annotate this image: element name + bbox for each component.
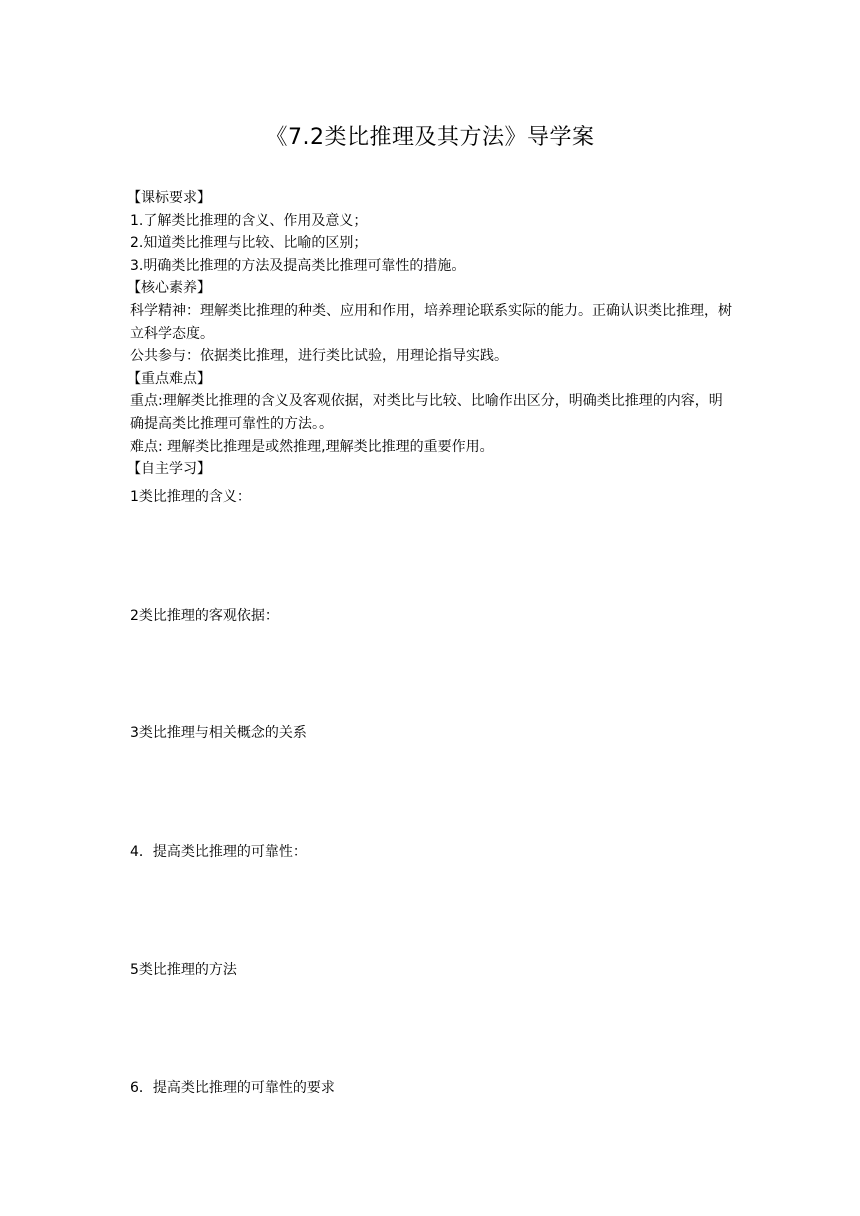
section-heading-curriculum: 【课标要求】 [127,190,211,206]
document-body [127,187,736,481]
core-literacy-participation: 公共参与：依据类比推理，进行类比试验，用理论指导实践。 [130,348,508,365]
question-6: 6．提高类比推理的可靠性的要求 [130,1080,335,1096]
section-heading-key-points: 【重点难点】 [127,370,211,387]
key-point: 重点:理解类比推理的含义及客观依据，对类比与比较、比喻作出区分，明确类比推理的内容，明确提高类比推理可靠性的方法。。 [130,393,723,432]
core-literacy-science: 科学精神：理解类比推理的种类、应用和作用，培养理论联系实际的能力。正确认识类比推理，树立科学态度。 [130,302,732,342]
curriculum-item-3: 3.明确类比推理的方法及提高类比推理可靠性的措施。 [130,257,466,274]
curriculum-item-2: 2.知道类比推理与比较、比喻的区别； [130,235,368,252]
section-heading-core-literacy: 【核心素养】 [127,280,211,297]
question-4: 4．提高类比推理的可靠性： [130,844,307,860]
question-2: 2类比推理的客观依据： [130,608,279,624]
document-title: 《7.2类比推理及其方法》导学案 [265,125,595,150]
question-3: 3类比推理与相关概念的关系 [130,725,307,741]
curriculum-item-1: 1.了解类比推理的含义、作用及意义； [130,212,368,229]
difficult-point: 难点: 理解类比推理是或然推理,理解类比推理的重要作用。 [130,438,494,455]
section-heading-self-study: 【自主学习】 [127,461,211,478]
question-5: 5类比推理的方法 [130,962,237,978]
question-1: 1类比推理的含义： [130,489,251,505]
